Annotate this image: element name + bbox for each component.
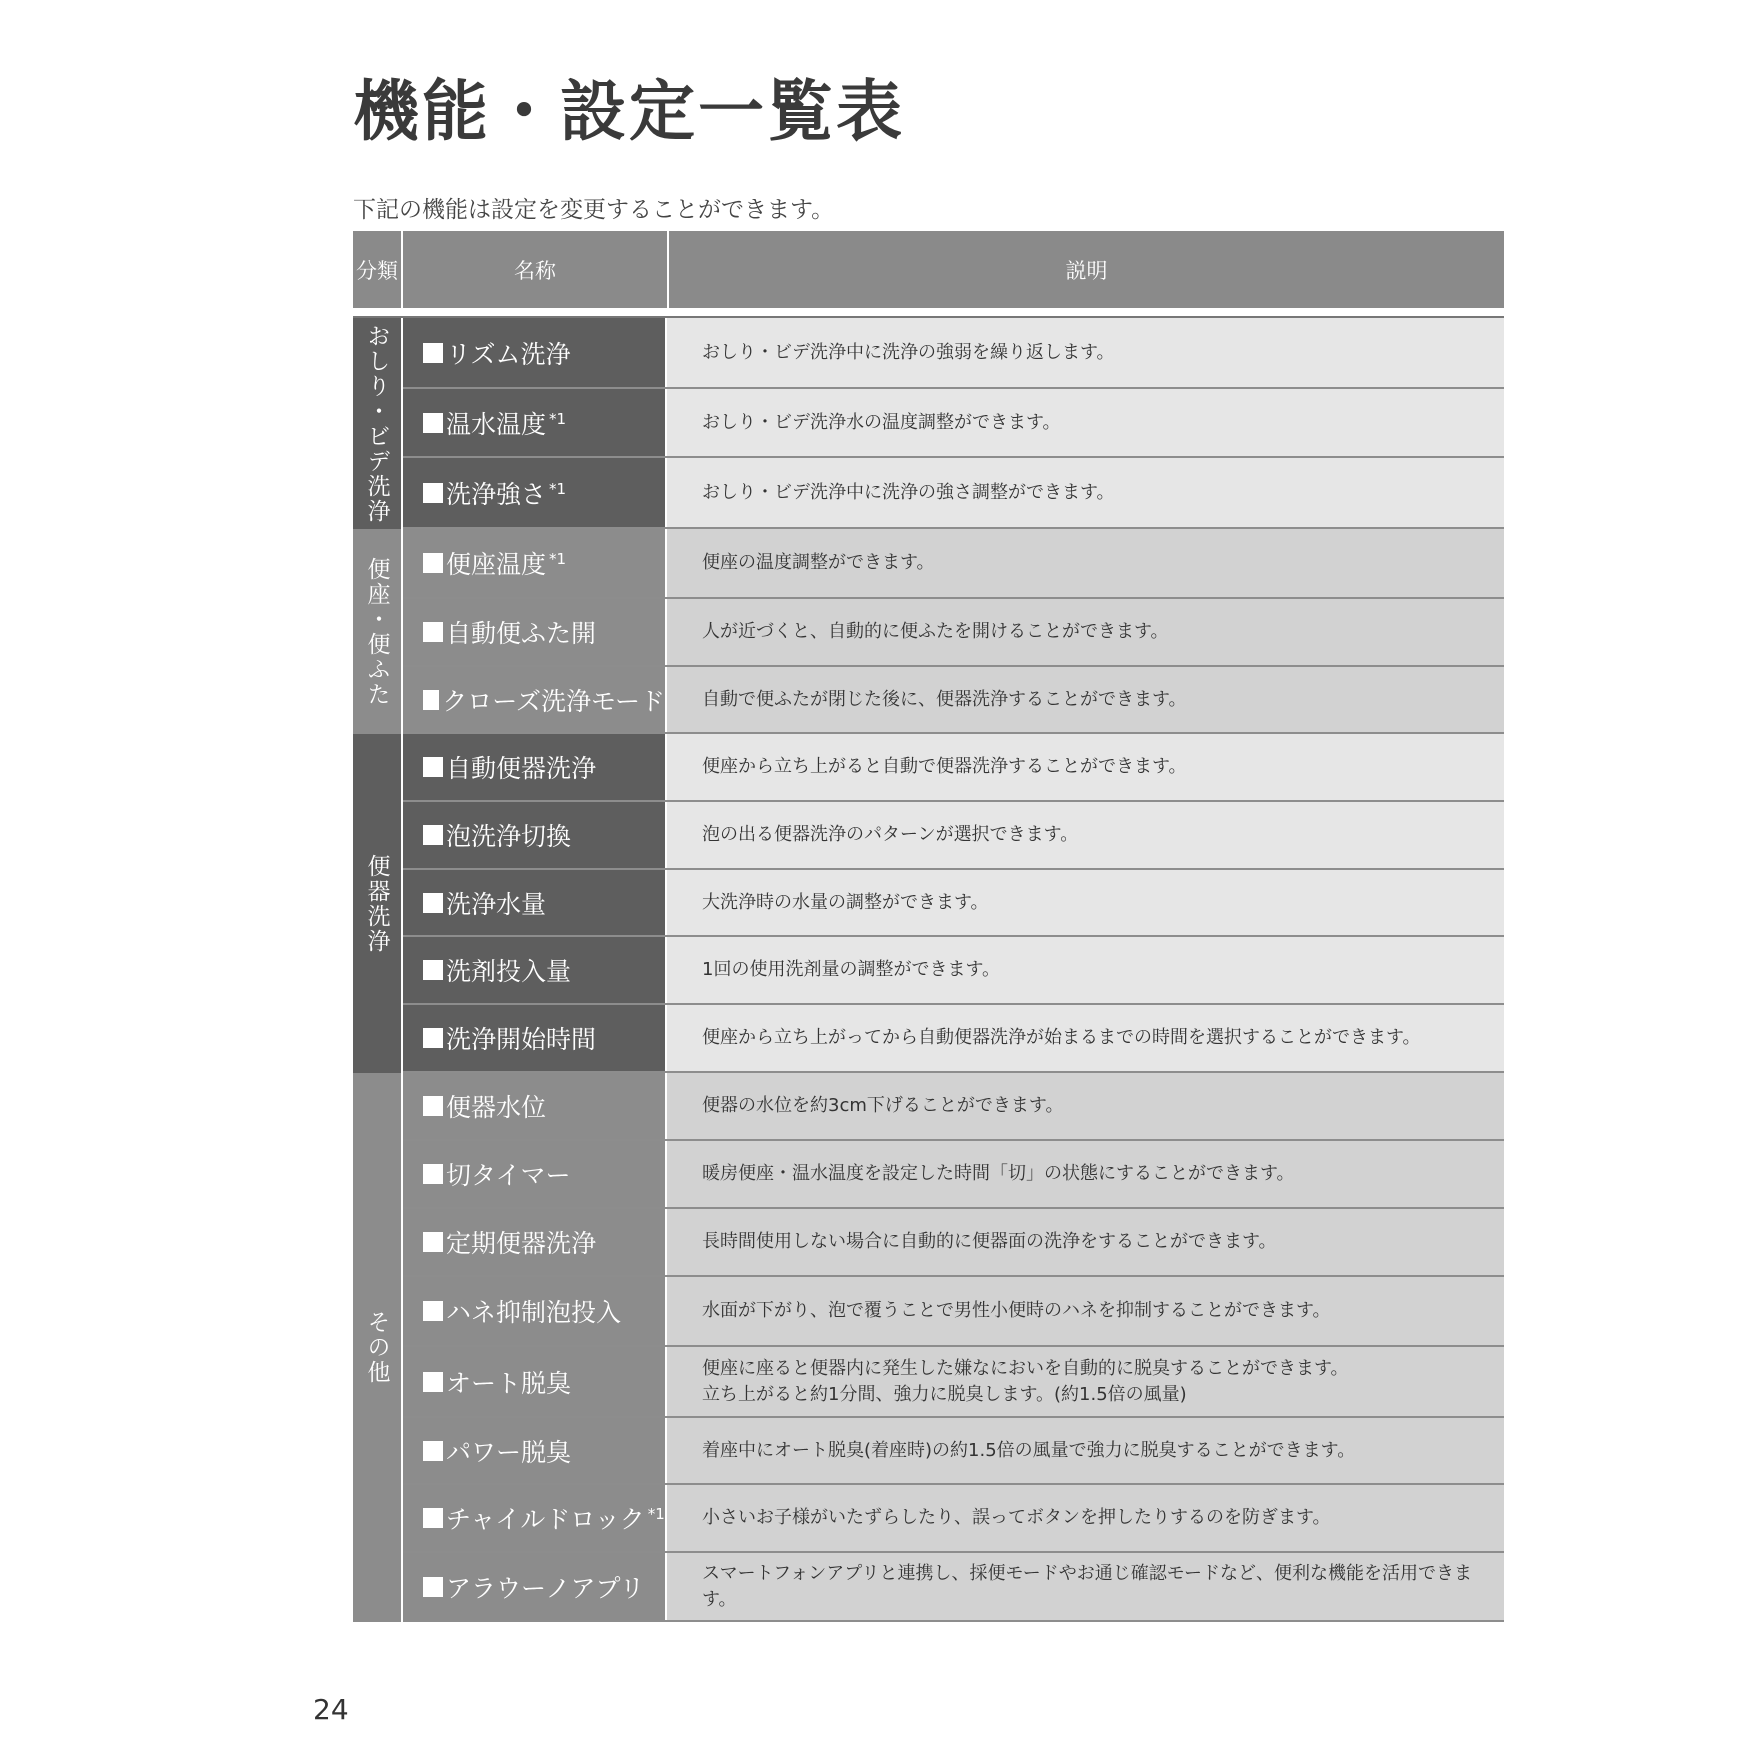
feature-name: 泡洗浄切換 xyxy=(446,822,572,851)
feature-name: ハネ抑制泡投入 xyxy=(446,1298,622,1327)
feature-description-cell xyxy=(667,1277,1504,1345)
footnote-marker: *1 xyxy=(647,1505,665,1523)
feature-description: 大洗浄時の水量の調整ができます。 xyxy=(702,891,989,913)
feature-description-cell xyxy=(667,1418,1504,1483)
feature-description-cell xyxy=(667,870,1504,935)
feature-description: 長時間使用しない場合に自動的に便器面の洗浄をすることができます。 xyxy=(702,1231,1277,1253)
category-cell xyxy=(353,1073,403,1622)
page-number: 24 xyxy=(313,1693,349,1726)
category-cell xyxy=(353,529,403,734)
feature-name: 自動便器洗浄 xyxy=(446,754,597,783)
header-name: 名称 xyxy=(403,231,669,308)
table-row xyxy=(403,1418,1504,1485)
table-row xyxy=(403,1073,1504,1141)
table-row xyxy=(403,870,1504,937)
square-bullet-icon xyxy=(423,1096,443,1116)
category-group xyxy=(353,734,1504,1073)
square-bullet-icon xyxy=(423,960,443,980)
square-bullet-icon xyxy=(423,1441,443,1461)
category-cell xyxy=(353,318,403,529)
category-label: 便座・便ふた xyxy=(363,556,390,707)
feature-name: 洗浄水量 xyxy=(446,889,547,919)
feature-description-cell xyxy=(667,1553,1504,1620)
feature-name-cell xyxy=(403,599,667,665)
feature-description-cell xyxy=(667,734,1504,800)
table-row xyxy=(403,1485,1504,1553)
table-row xyxy=(403,1005,1504,1073)
feature-description: 小さいお子様がいたずらしたり、誤ってボタンを押したりするのを防ぎます。 xyxy=(702,1507,1331,1529)
page-title: 機能・設定一覧表 xyxy=(353,73,905,150)
feature-description-cell xyxy=(667,1073,1504,1139)
feature-name-cell xyxy=(403,1418,667,1483)
table-row xyxy=(403,734,1504,802)
category-label: おしり・ビデ洗浄 xyxy=(363,323,390,524)
feature-name: 切タイマー xyxy=(446,1161,571,1190)
footnote-marker: *1 xyxy=(549,550,567,568)
feature-description: 水面が下がり、泡で覆うことで男性小便時のハネを抑制することができます。 xyxy=(702,1300,1331,1322)
feature-name-cell xyxy=(403,1073,667,1139)
table-row xyxy=(403,1277,1504,1347)
square-bullet-icon xyxy=(423,483,443,503)
footnote-marker: *1 xyxy=(549,479,567,498)
feature-description: スマートフォンアプリと連携し、採便モードやお通じ確認モードなど、便利な機能を活用できます。 xyxy=(702,1563,1473,1610)
header-category: 分類 xyxy=(353,231,403,308)
feature-name-cell xyxy=(403,870,667,935)
square-bullet-icon xyxy=(423,825,443,845)
feature-name-cell xyxy=(403,1347,667,1416)
table-body xyxy=(353,318,1504,1622)
feature-name-cell xyxy=(403,1209,667,1275)
square-bullet-icon xyxy=(423,1508,443,1528)
feature-description: 便座に座ると便器内に発生した嫌なにおいを自動的に脱臭することができます。 xyxy=(702,1358,1349,1380)
category-group xyxy=(353,1073,1504,1622)
feature-name-cell xyxy=(403,529,667,597)
feature-name-cell xyxy=(403,389,667,456)
table-row xyxy=(403,529,1504,599)
table-row xyxy=(403,1347,1504,1418)
table-row xyxy=(403,802,1504,870)
feature-name-cell xyxy=(403,458,667,527)
feature-description: 自動で便ふたが閉じた後に、便器洗浄することができます。 xyxy=(702,688,1187,710)
feature-name: 洗浄強さ xyxy=(446,479,547,509)
table-row xyxy=(403,458,1504,529)
feature-description: 泡の出る便器洗浄のパターンが選択できます。 xyxy=(702,824,1079,846)
category-group xyxy=(353,529,1504,734)
feature-description-cell xyxy=(667,1005,1504,1071)
feature-description: 便座から立ち上がってから自動便器洗浄が始まるまでの時間を選択することができます。 xyxy=(702,1027,1421,1049)
feature-description-cell xyxy=(667,1485,1504,1551)
feature-description-cell xyxy=(667,802,1504,868)
category-group xyxy=(353,318,1504,529)
feature-description-cell xyxy=(667,458,1504,527)
table-row xyxy=(403,937,1504,1005)
feature-description: 1回の使用洗剤量の調整ができます。 xyxy=(702,959,1001,981)
feature-description-cell xyxy=(667,1209,1504,1275)
feature-name-cell xyxy=(403,318,667,387)
feature-name-cell xyxy=(403,667,667,732)
table-row xyxy=(403,318,1504,389)
feature-name: 洗浄開始時間 xyxy=(446,1025,597,1054)
table-header-row xyxy=(353,231,1504,308)
feature-name: 温水温度 xyxy=(446,409,547,439)
feature-name: アラウーノアプリ xyxy=(446,1573,645,1603)
feature-name-cell xyxy=(403,1485,667,1551)
square-bullet-icon xyxy=(423,413,443,433)
feature-description: 便座の温度調整ができます。 xyxy=(702,552,935,574)
feature-description-cell xyxy=(667,529,1504,597)
square-bullet-icon xyxy=(423,622,443,642)
square-bullet-icon xyxy=(423,1577,443,1597)
footnote-marker: *1 xyxy=(549,409,567,428)
square-bullet-icon xyxy=(423,553,443,573)
table-row xyxy=(403,1209,1504,1277)
square-bullet-icon xyxy=(423,1232,443,1252)
feature-name: オート脱臭 xyxy=(446,1368,572,1398)
feature-description-cell xyxy=(667,667,1504,732)
page-subtitle: 下記の機能は設定を変更することができます。 xyxy=(353,197,835,223)
square-bullet-icon xyxy=(423,1164,443,1184)
table-row xyxy=(403,667,1504,734)
feature-name: クローズ洗浄モード xyxy=(442,686,665,716)
table-row xyxy=(403,1141,1504,1209)
feature-description: 着座中にオート脱臭(着座時)の約1.5倍の風量で強力に脱臭することができます。 xyxy=(702,1439,1356,1461)
feature-name-cell xyxy=(403,1141,667,1207)
table-row xyxy=(403,1553,1504,1622)
feature-name: リズム洗浄 xyxy=(446,339,571,369)
feature-description: 便座から立ち上がると自動で便器洗浄することができます。 xyxy=(702,756,1187,778)
square-bullet-icon xyxy=(423,1028,443,1048)
feature-description-cell xyxy=(667,389,1504,456)
settings-table xyxy=(353,231,1504,1622)
feature-name-cell xyxy=(403,937,667,1003)
square-bullet-icon xyxy=(423,690,439,710)
header-description: 説明 xyxy=(1065,258,1108,283)
feature-name: チャイルドロック xyxy=(446,1505,645,1534)
square-bullet-icon xyxy=(423,343,443,363)
feature-name: 自動便ふた開 xyxy=(446,619,597,648)
category-label: その他 xyxy=(363,1310,390,1385)
square-bullet-icon xyxy=(423,1301,443,1321)
table-row xyxy=(403,599,1504,667)
feature-name-cell xyxy=(403,1277,667,1345)
feature-description-cell xyxy=(667,1141,1504,1207)
square-bullet-icon xyxy=(423,1372,443,1392)
feature-name: 便器水位 xyxy=(446,1093,547,1122)
feature-description-cell xyxy=(667,318,1504,387)
feature-description-cell xyxy=(667,1347,1504,1416)
table-row xyxy=(403,389,1504,458)
feature-description-cell xyxy=(667,937,1504,1003)
feature-name: 便座温度 xyxy=(446,550,547,579)
feature-description-cell xyxy=(667,599,1504,665)
category-label: 便器洗浄 xyxy=(363,853,390,954)
feature-description: 人が近づくと、自動的に便ふたを開けることができます。 xyxy=(702,621,1169,643)
feature-name-cell xyxy=(403,1005,667,1071)
feature-name: 洗剤投入量 xyxy=(446,957,572,986)
feature-description: おしり・ビデ洗浄中に洗浄の強さ調整ができます。 xyxy=(702,481,1115,503)
feature-name: パワー脱臭 xyxy=(446,1437,572,1467)
header-divider xyxy=(353,308,1504,318)
square-bullet-icon xyxy=(423,757,443,777)
feature-description: おしり・ビデ洗浄中に洗浄の強弱を繰り返します。 xyxy=(702,341,1115,363)
feature-name-cell xyxy=(403,802,667,868)
feature-name: 定期便器洗浄 xyxy=(446,1229,597,1258)
feature-description: 便器の水位を約3cm下げることができます。 xyxy=(702,1095,1064,1117)
feature-name-cell xyxy=(403,734,667,800)
feature-description: 暖房便座・温水温度を設定した時間「切」の状態にすることができます。 xyxy=(702,1163,1295,1185)
category-cell xyxy=(353,734,403,1073)
square-bullet-icon xyxy=(423,893,443,913)
feature-description: 立ち上がると約1分間、強力に脱臭します。(約1.5倍の風量) xyxy=(702,1383,1187,1405)
feature-name-cell xyxy=(403,1553,667,1620)
feature-description: おしり・ビデ洗浄水の温度調整ができます。 xyxy=(702,411,1061,433)
